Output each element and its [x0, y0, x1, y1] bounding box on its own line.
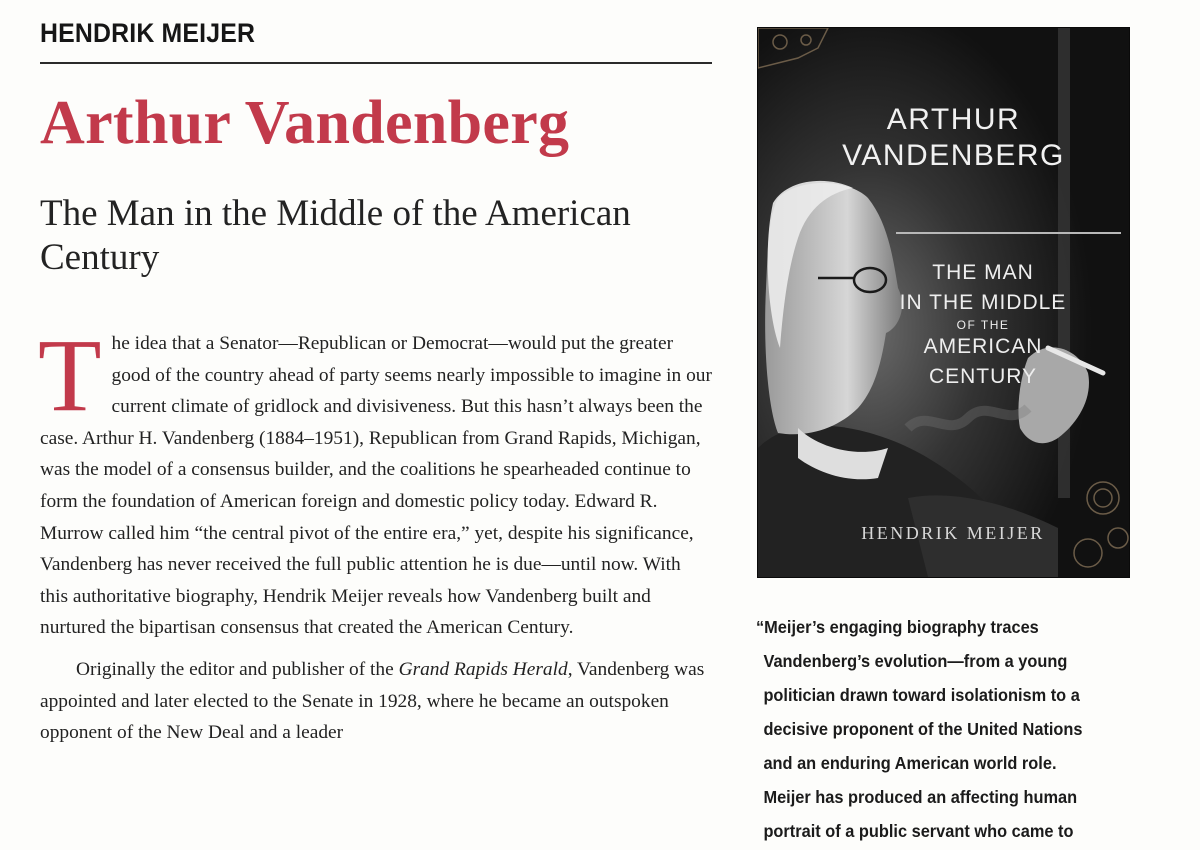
cover-rule [896, 232, 1121, 234]
pull-quote-line: Meijer has produced an affecting human [763, 787, 1078, 807]
paragraph-2-rest: , Vandenberg was appointed and later elected to the Senate in 1928, where he became an outspoken opponent of the New Deal and a leader [40, 658, 705, 744]
cover-subtitle-line-3: OF THE [956, 318, 1010, 332]
paragraph-2-lead: Originally the editor and publisher of the [76, 658, 399, 680]
pull-quote-line: Vandenberg’s evolution—from a young [763, 651, 1068, 671]
cover-title: ARTHUR VANDENBERG [842, 103, 1065, 172]
drop-cap: T [38, 318, 102, 433]
cover-subtitle [883, 258, 1083, 392]
header-rule [40, 62, 712, 64]
author-header: HENDRIK MEIJER [40, 18, 256, 48]
pull-quote-line: politician drawn toward isolationism to a [763, 685, 1080, 705]
pull-quote-line: decisive proponent of the United Nations [763, 719, 1083, 739]
cover-subtitle-line-4: AMERICAN [923, 335, 1043, 358]
article-subtitle: The Man in the Middle of the American Century [40, 193, 631, 278]
pull-quote-line: “Meijer’s engaging biography traces [756, 617, 1039, 637]
paragraph-1 [38, 318, 712, 644]
pull-quote-line: and an enduring American world role. [763, 753, 1057, 773]
pull-quote [756, 610, 1147, 848]
cover-subtitle-line-1: THE MAN [932, 261, 1034, 284]
paragraph-1-text: he idea that a Senator—Republican or Democrat—would put the greater good of the country ahead of party seems nearly impossible to imagine in our current climate of gridlock and divisiveness. But this hasn’t always been the case. Arthur H. Vandenberg (1884–1951), Republican from Grand Rapids, Michigan, was the model of a consensus builder, and the coalitions he spearheaded continue to form the foundation of American foreign and domestic policy today. Edward R. Murrow called him “the central pivot of the entire era,” yet, despite his significance, Vandenberg has never received the full public attention he is due—until now. With this authoritative biography, Hendrik Meijer reveals how Vandenberg built and nurtured the bipartisan consensus that created the American Century. [40, 333, 712, 639]
cover-subtitle-line-5: CENTURY [928, 365, 1038, 388]
pull-quote-line: portrait of a public servant who came to [763, 821, 1074, 841]
newspaper-name: Grand Rapids Herald [398, 658, 568, 680]
cover-author: HENDRIK MEIJER [861, 523, 1045, 543]
article-body [38, 318, 712, 749]
article-title: Arthur Vandenberg [40, 89, 570, 157]
paragraph-2 [40, 654, 712, 749]
book-cover [757, 27, 1130, 578]
cover-subtitle-line-2: IN THE MIDDLE [899, 291, 1067, 314]
